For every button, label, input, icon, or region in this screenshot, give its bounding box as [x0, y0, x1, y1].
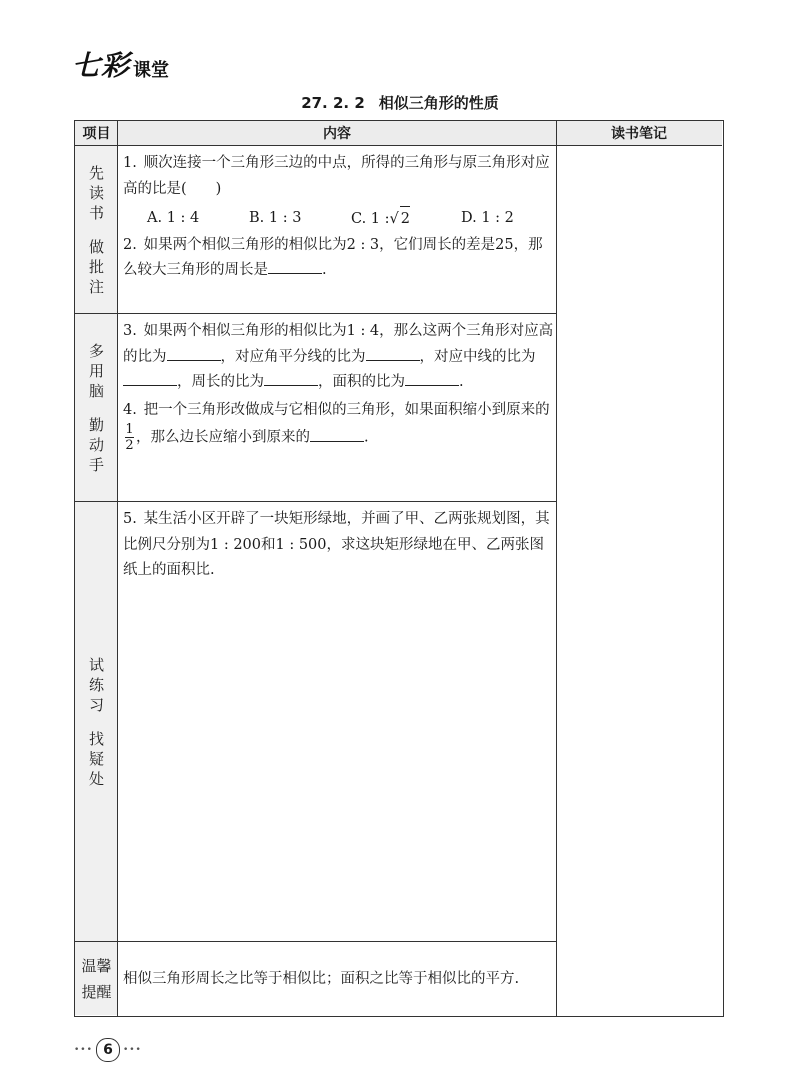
label-char: 疑 [88, 749, 104, 768]
question-text: 如果两个相似三角形的相似比为2 : 3，它们周长的差是25，那么较大三角形的周长是 [123, 236, 543, 278]
column-header-item: 项目 [75, 121, 118, 145]
label-char: 练 [88, 675, 104, 694]
option-c: C. 1 :√ 2 [351, 206, 461, 233]
question-text: 顺次连接一个三角形三边的中点，所得的三角形与原三角形对应高的比是( ) [123, 155, 550, 197]
row-label-practice [75, 502, 118, 941]
question-number: 5. [123, 511, 137, 527]
answer-blank[interactable] [123, 371, 177, 386]
label-char: 多 [88, 341, 104, 360]
label-char: 注 [88, 277, 104, 296]
sqrt-radicand: 2 [400, 206, 410, 233]
label-char: 处 [88, 769, 104, 788]
label-char: 做 [88, 237, 104, 256]
question-number: 1. [123, 155, 137, 171]
answer-blank[interactable] [405, 371, 459, 386]
question-5 [123, 507, 555, 584]
question-2: 2. 如果两个相似三角形的相似比为2 : 3，它们周长的差是25，那么较大三角形的周长是 . [123, 233, 555, 284]
logo-sub: 课堂 [133, 60, 170, 81]
answer-blank[interactable] [366, 346, 420, 361]
tip-text: 相似三角形周长之比等于相似比；面积之比等于相似比的平方. [123, 971, 520, 987]
content-read [123, 151, 555, 284]
label-line: 提醒 [81, 982, 112, 1001]
content-tips [123, 967, 555, 993]
answer-blank[interactable] [264, 371, 318, 386]
question-4: 4. 把一个三角形改做成与它相似的三角形，如果面积缩小到原来的 $\frac{1}{2}$ ，那么边长应缩小到原来的 . [123, 398, 555, 453]
answer-blank[interactable] [310, 427, 364, 442]
label-char: 手 [88, 455, 104, 474]
label-char: 动 [88, 435, 104, 454]
row-label-think [75, 314, 118, 501]
question-number: 2. [123, 236, 137, 253]
page-number: 6 [96, 1038, 120, 1062]
section-title [0, 92, 800, 113]
option-b: B. 1 : 3 [249, 210, 302, 226]
label-char: 习 [88, 695, 104, 714]
question-1 [123, 151, 555, 202]
footer-dots-left: ••• [74, 1045, 93, 1055]
study-table [74, 120, 724, 1017]
label-char: 找 [88, 729, 104, 748]
label-char: 书 [88, 203, 104, 222]
fraction-one-half: $\frac{1}{2}$ [125, 422, 134, 453]
label-char: 用 [88, 361, 104, 380]
notes-area[interactable] [557, 146, 722, 1015]
question-text: 某生活小区开辟了一块矩形绿地，并画了甲、乙两张规划图，其比例尺分别为1 : 200和1 : 500，求这块矩形绿地在甲、乙两张图纸上的面积比. [123, 511, 550, 578]
column-header-content: 内容 [118, 121, 556, 145]
label-char: 先 [88, 163, 104, 182]
question-3: 3. 如果两个相似三角形的相似比为1 : 4，那么这两个三角形对应高的比为 ，对应角平分线的比为 ，对应中线的比为，周长的比为 ，面积的比为 . [123, 319, 555, 396]
label-char: 勤 [88, 415, 104, 434]
page-footer [74, 1038, 142, 1062]
question-number: 4. [123, 401, 137, 418]
content-think [123, 319, 555, 452]
label-char: 读 [88, 183, 104, 202]
answer-blank[interactable] [268, 259, 322, 274]
logo-main: 七彩 [72, 49, 131, 82]
option-a: A. 1 : 4 [147, 210, 200, 226]
label-char: 批 [88, 257, 104, 276]
section-title-text: 相似三角形的性质 [378, 94, 499, 112]
label-line: 温馨 [81, 956, 112, 975]
answer-blank[interactable] [167, 346, 221, 361]
question-1-options [123, 206, 555, 233]
row-label-tips [75, 942, 118, 1015]
option-d: D. 1 : 2 [461, 210, 514, 226]
label-char: 试 [88, 655, 104, 674]
label-char: 脑 [88, 381, 104, 400]
content-practice [123, 507, 555, 584]
brand-logo [72, 50, 169, 84]
column-header-notes: 读书笔记 [556, 121, 722, 145]
question-number: 3. [123, 323, 137, 339]
row-label-read [75, 146, 118, 313]
section-number: 27. 2. 2 [301, 94, 365, 112]
footer-dots-right: ••• [122, 1045, 142, 1055]
